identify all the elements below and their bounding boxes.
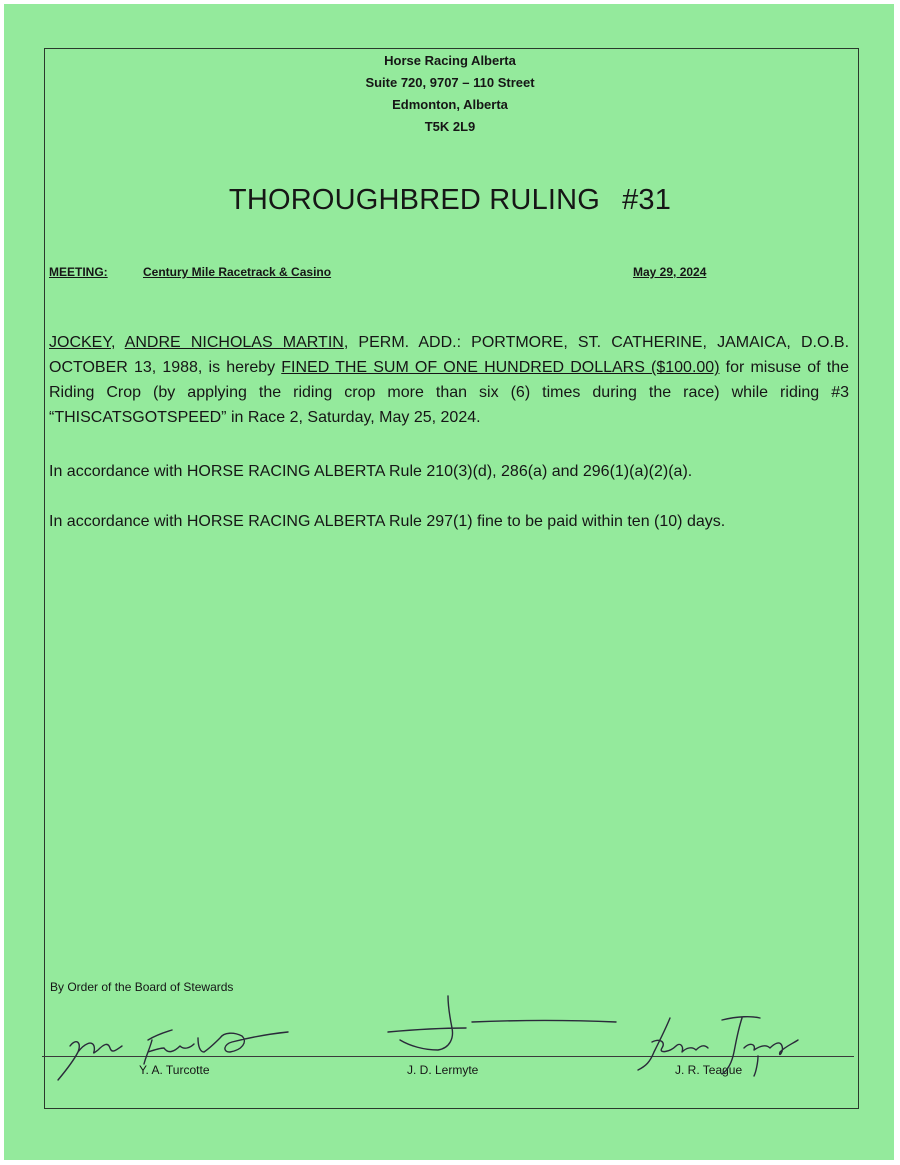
letterhead <box>0 50 900 138</box>
org-postal: T5K 2L9 <box>424 119 476 134</box>
signature-teague <box>630 1012 800 1092</box>
ruling-statement <box>49 330 849 430</box>
meeting-venue: Century Mile Racetrack & Casino <box>143 265 332 279</box>
violation-details: for misuse of the Riding Crop (by applying the riding crop more than six (6) times during the race) while riding #3 “THISCATSGOTSPEED” in Race 2, Saturday, May 25, 2024. <box>49 359 849 426</box>
rule-reference-1: In accordance with HORSE RACING ALBERTA Rule 210(3)(d), 286(a) and 296(1)(a)(2)(a). <box>49 463 693 480</box>
jockey-role: JOCKEY <box>49 334 111 351</box>
signature-lermyte <box>380 992 630 1062</box>
meeting-label: MEETING: <box>49 265 108 279</box>
org-city: Edmonton, Alberta <box>392 97 508 112</box>
steward-name-3: J. R. Teague <box>675 1063 743 1077</box>
jockey-name: ANDRE NICHOLAS MARTIN <box>124 334 344 351</box>
ruling-title-text: THOROUGHBRED RULING <box>228 184 601 216</box>
fine-amount: FINED THE SUM OF ONE HUNDRED DOLLARS ($100.00) <box>281 359 720 376</box>
separator: , <box>110 334 125 351</box>
rule-reference-2: In accordance with HORSE RACING ALBERTA Rule 297(1) fine to be paid within ten (10) days. <box>49 513 726 530</box>
steward-name-1: Y. A. Turcotte <box>139 1063 210 1077</box>
order-statement: By Order of the Board of Stewards <box>50 980 234 994</box>
meeting-date: May 29, 2024 <box>633 265 707 279</box>
jockey-details: , PERM. ADD.: PORTMORE, ST. CATHERINE, JAMAICA, D.O.B. OCTOBER 13, 1988, is hereby <box>49 334 850 376</box>
ruling-title <box>0 184 900 217</box>
steward-name-2: J. D. Lermyte <box>407 1063 479 1077</box>
org-name: Horse Racing Alberta <box>384 53 516 68</box>
org-street: Suite 720, 9707 – 110 Street <box>365 75 535 90</box>
signature-turcotte <box>48 1018 298 1088</box>
ruling-number: #31 <box>622 184 672 216</box>
